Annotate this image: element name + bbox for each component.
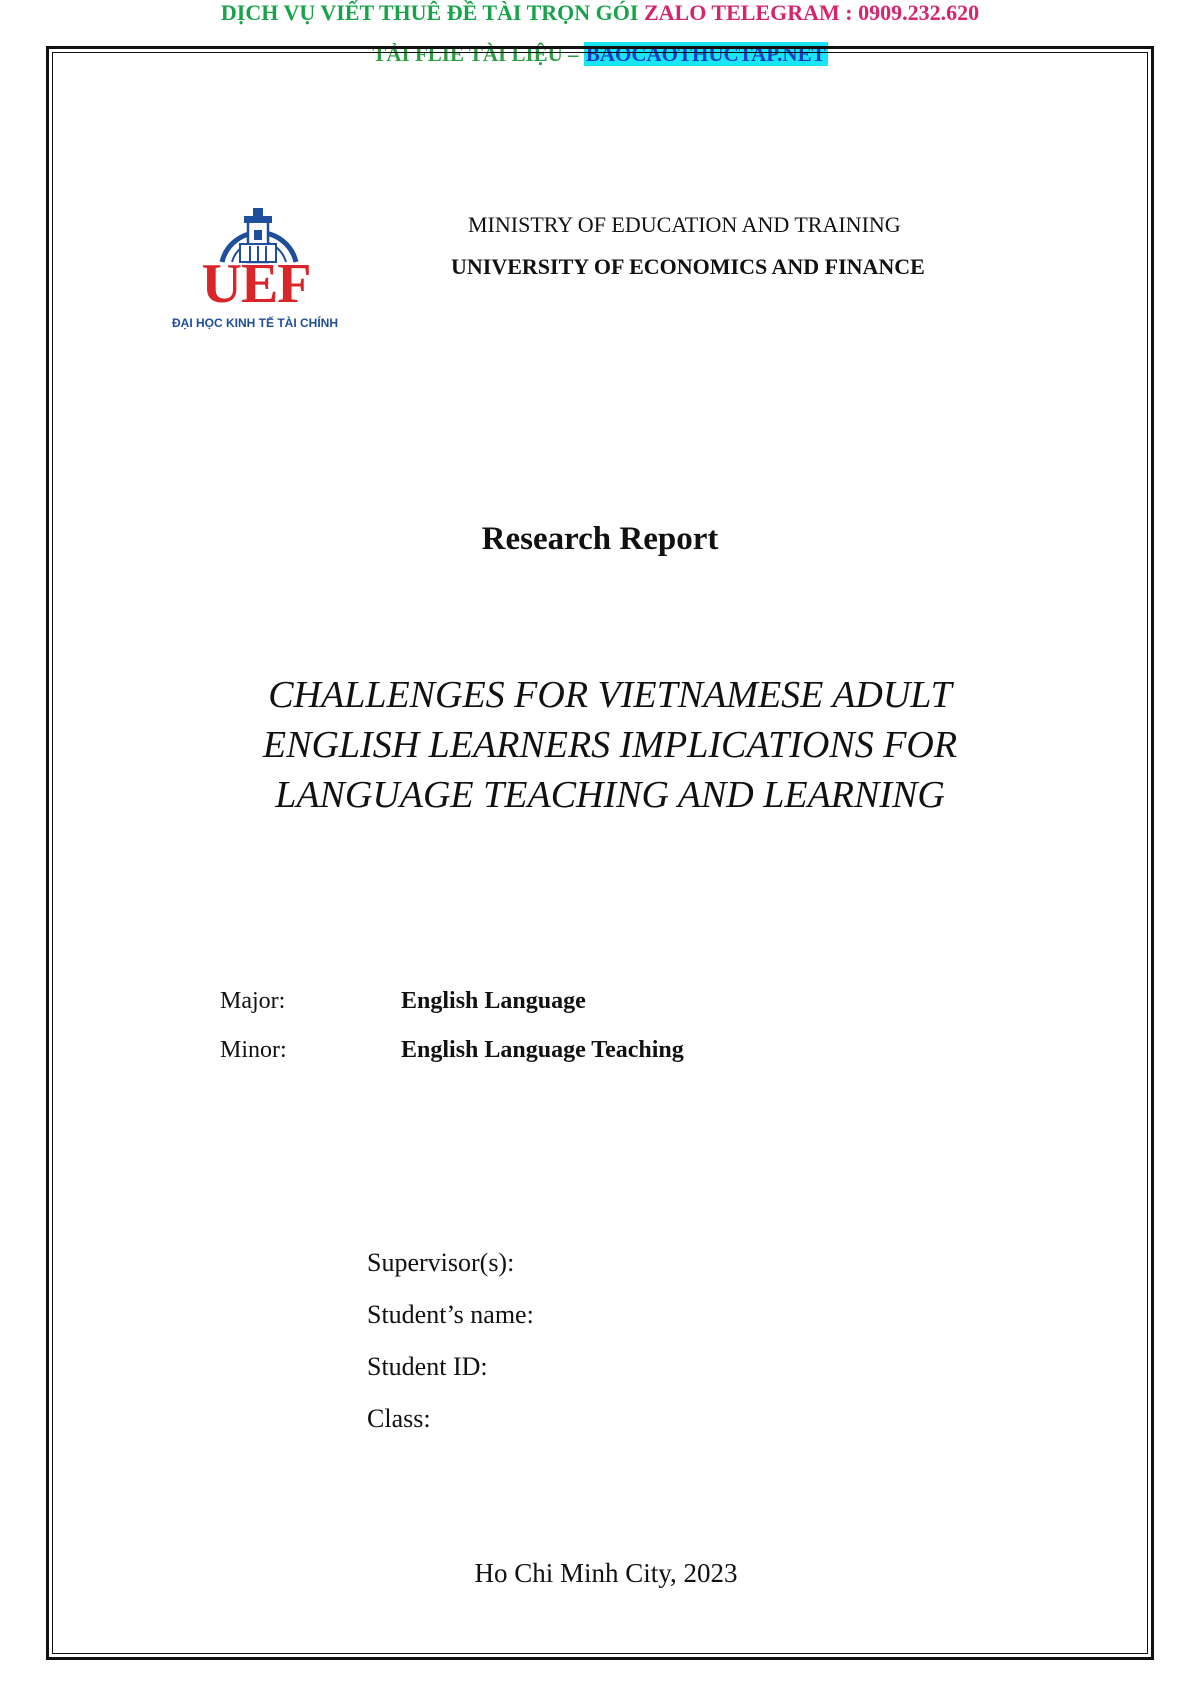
university-logo [160, 200, 350, 340]
thesis-title-line: CHALLENGES FOR VIETNAMESE ADULT [268, 674, 952, 716]
class-label: Class: [367, 1404, 431, 1433]
supervisor-label: Supervisor(s): [367, 1248, 515, 1277]
student-id-label: Student ID: [367, 1352, 488, 1381]
thesis-title-line: LANGUAGE TEACHING AND LEARNING [275, 774, 945, 816]
logo-subtitle: ĐẠI HỌC KINH TẾ TÀI CHÍNH [172, 316, 338, 330]
promo-contact-text: ZALO TELEGRAM : 0909.232.620 [643, 0, 980, 25]
promo-download-text: TẢI FLIE TÀI LIỆU – [372, 42, 584, 66]
minor-label: Minor: [220, 1037, 287, 1063]
major-label: Major: [220, 988, 286, 1014]
promo-service-text: DỊCH VỤ VIẾT THUÊ ĐỀ TÀI TRỌN GÓI [220, 0, 644, 25]
promo-banner-line-1 [0, 0, 1200, 26]
minor-value: English Language Teaching [401, 1037, 684, 1063]
thesis-title [150, 670, 1070, 820]
university-heading: UNIVERSITY OF ECONOMICS AND FINANCE [451, 254, 925, 279]
student-name-label: Student’s name: [367, 1300, 534, 1329]
promo-website-link[interactable]: BAOCAOTHUCTAP.NET [585, 42, 826, 66]
ministry-heading: MINISTRY OF EDUCATION AND TRAINING [468, 212, 901, 237]
report-type-heading: Research Report [481, 521, 719, 557]
major-value: English Language [401, 988, 586, 1014]
logo-acronym: UEF [201, 253, 311, 315]
place-and-year: Ho Chi Minh City, 2023 [474, 1558, 738, 1588]
thesis-title-line: ENGLISH LEARNERS IMPLICATIONS FOR [262, 724, 958, 766]
